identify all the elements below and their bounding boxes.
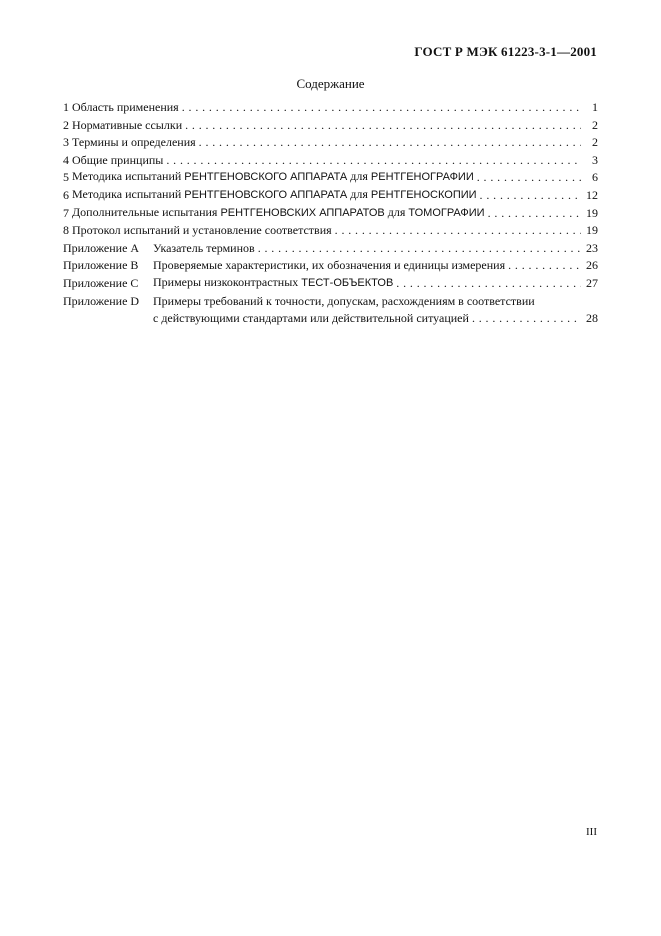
toc-entry-number: 7 bbox=[63, 205, 69, 220]
leader-dots bbox=[199, 136, 581, 149]
toc-entry-3[interactable] bbox=[63, 136, 598, 149]
leader-dots bbox=[335, 224, 581, 237]
toc-entry-number: 2 bbox=[63, 117, 69, 132]
toc-entry-title: Дополнительные испытания РЕНТГЕНОВСКИХ АППАРАТОВ для ТОМОГРАФИИ bbox=[72, 204, 485, 219]
toc-entry-title: Термины и определения bbox=[72, 135, 196, 150]
toc-entry-page: 3 bbox=[592, 152, 598, 167]
appendix-page: 28 bbox=[586, 311, 598, 326]
toc-entry-number: 3 bbox=[63, 135, 69, 150]
toc-entry-number: 6 bbox=[63, 187, 69, 202]
appendix-title: Проверяемые характеристики, их обозначения и единицы измерения bbox=[153, 258, 506, 273]
toc-entry-title: Протокол испытаний и установление соответствия bbox=[72, 223, 332, 238]
leader-dots bbox=[258, 242, 581, 255]
appendix-page: 27 bbox=[586, 275, 598, 290]
leader-dots bbox=[185, 119, 581, 132]
toc-title: Содержание bbox=[296, 76, 365, 91]
appendix-label: Приложение D bbox=[63, 293, 140, 308]
toc-entry-page: 19 bbox=[586, 223, 598, 238]
toc-entry-title: Нормативные ссылки bbox=[72, 117, 183, 132]
toc-entry-page: 1 bbox=[592, 100, 598, 114]
toc-appendix-b[interactable] bbox=[63, 259, 598, 272]
toc-entry-page: 19 bbox=[586, 205, 598, 220]
toc-entry-page: 2 bbox=[592, 135, 598, 150]
leader-dots bbox=[488, 207, 581, 220]
leader-dots bbox=[472, 312, 581, 325]
appendix-page: 23 bbox=[586, 240, 598, 255]
toc-entry-number: 1 bbox=[63, 100, 69, 114]
toc-entry-8[interactable] bbox=[63, 224, 598, 237]
table-of-contents bbox=[63, 101, 598, 330]
toc-entry-number: 8 bbox=[63, 223, 69, 238]
leader-dots bbox=[396, 277, 581, 290]
toc-appendix-c[interactable] bbox=[63, 274, 598, 290]
toc-entry-title: Методика испытаний РЕНТГЕНОВСКОГО АППАРАТА для РЕНТГЕНОСКОПИИ bbox=[72, 186, 477, 201]
appendix-label: Приложение A bbox=[63, 240, 140, 255]
document-code-header: ГОСТ Р МЭК 61223-3-1—2001 bbox=[414, 44, 597, 59]
toc-entry-7[interactable] bbox=[63, 204, 598, 220]
toc-entry-number: 4 bbox=[63, 152, 69, 167]
toc-appendix-a[interactable] bbox=[63, 242, 598, 255]
appendix-title-line2: с действующими стандартами или действительной ситуацией bbox=[153, 311, 469, 326]
toc-entry-6[interactable] bbox=[63, 186, 598, 202]
appendix-label: Приложение B bbox=[63, 258, 139, 273]
leader-dots bbox=[477, 171, 581, 184]
leader-dots bbox=[182, 101, 581, 114]
appendix-page: 26 bbox=[586, 258, 598, 273]
toc-entry-page: 12 bbox=[586, 187, 598, 202]
toc-entry-title: Методика испытаний РЕНТГЕНОВСКОГО АППАРАТА для РЕНТГЕНОГРАФИИ bbox=[72, 169, 474, 184]
page-number: III bbox=[586, 826, 597, 838]
toc-entry-page: 2 bbox=[592, 117, 598, 132]
toc-appendix-d-line2[interactable] bbox=[63, 312, 598, 325]
appendix-label: Приложение C bbox=[63, 275, 139, 290]
toc-entry-number: 5 bbox=[63, 170, 69, 185]
leader-dots bbox=[480, 189, 581, 202]
toc-entry-2[interactable] bbox=[63, 119, 598, 132]
toc-entry-title: Область применения bbox=[72, 100, 179, 114]
appendix-title-line1: Примеры требований к точности, допускам, расхождениям в соответствии bbox=[153, 293, 535, 308]
toc-entry-1[interactable] bbox=[63, 101, 598, 114]
toc-entry-title: Общие принципы bbox=[72, 152, 164, 167]
toc-entry-page: 6 bbox=[592, 170, 598, 185]
appendix-title: Примеры низкоконтрастных ТЕСТ-ОБЪЕКТОВ bbox=[153, 274, 394, 289]
toc-entry-4[interactable] bbox=[63, 154, 598, 167]
toc-entry-5[interactable] bbox=[63, 171, 598, 184]
appendix-title: Указатель терминов bbox=[153, 240, 255, 255]
leader-dots bbox=[508, 259, 581, 272]
leader-dots bbox=[166, 154, 581, 167]
toc-appendix-d-line1[interactable] bbox=[63, 295, 598, 308]
